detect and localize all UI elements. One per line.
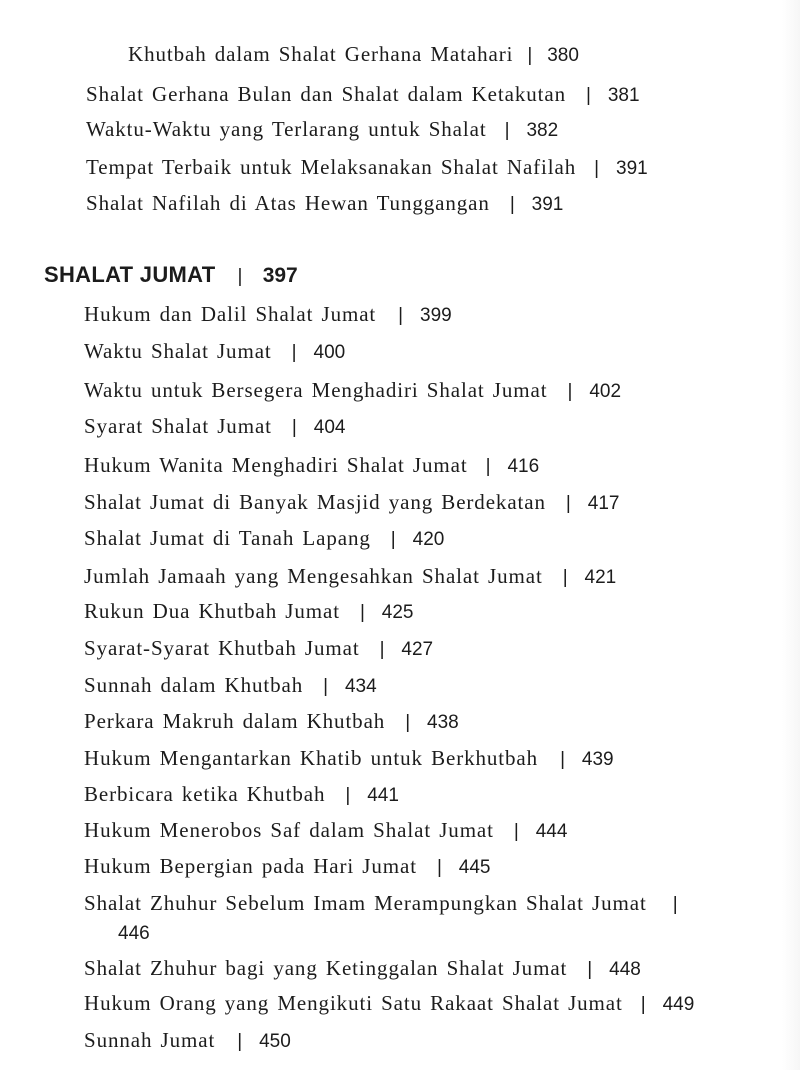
- toc-entry-page: 381: [607, 85, 640, 106]
- toc-entry-page: 382: [526, 120, 559, 141]
- toc-separator: |: [587, 959, 594, 980]
- toc-separator: |: [237, 1031, 244, 1052]
- toc-entry-page: 404: [313, 417, 346, 438]
- toc-entry-page: 446: [118, 923, 150, 944]
- toc-entry: [84, 1030, 291, 1051]
- toc-entry-title: Hukum Menerobos Saf dalam Shalat Jumat: [84, 818, 494, 842]
- toc-separator: |: [379, 639, 386, 660]
- toc-separator: |: [398, 305, 405, 326]
- toc-entry-title: Hukum Orang yang Mengikuti Satu Rakaat Shalat Jumat: [84, 991, 623, 1015]
- toc-separator: |: [594, 158, 600, 179]
- toc-entry-title: Hukum Wanita Menghadiri Shalat Jumat: [84, 453, 468, 477]
- toc-entry-title: Tempat Terbaik untuk Melaksanakan Shalat Nafilah: [86, 155, 577, 179]
- toc-separator: |: [359, 602, 366, 623]
- toc-entry-continuation: [118, 922, 150, 943]
- page-edge-shading: [782, 0, 800, 1070]
- toc-entry-title: Rukun Dua Khutbah Jumat: [84, 599, 340, 623]
- toc-separator: |: [291, 342, 298, 363]
- toc-entry: [84, 304, 452, 325]
- toc-entry-page: 399: [420, 305, 452, 326]
- toc-entry: [84, 675, 377, 696]
- toc-entry-page: 427: [401, 639, 434, 660]
- toc-entry-page: 416: [507, 456, 540, 477]
- toc-entry: [84, 380, 621, 401]
- toc-entry: [84, 341, 345, 362]
- toc-entry-page: 434: [344, 676, 377, 697]
- toc-entry: [84, 416, 345, 437]
- toc-entry-page: 438: [427, 712, 459, 733]
- toc-separator: |: [405, 712, 412, 733]
- toc-separator: |: [323, 676, 329, 697]
- toc-entry-title: Perkara Makruh dalam Khutbah: [84, 709, 386, 733]
- toc-separator: |: [640, 994, 647, 1015]
- section-page: 397: [262, 264, 298, 287]
- toc-entry: [84, 893, 679, 914]
- toc-entry-page: 421: [584, 567, 617, 588]
- toc-entry: [84, 958, 641, 979]
- toc-entry-title: Berbicara ketika Khutbah: [84, 782, 326, 806]
- toc-entry-title: Waktu-Waktu yang Terlarang untuk Shalat: [86, 117, 487, 141]
- toc-separator: |: [513, 821, 520, 842]
- toc-entry-title: Sunnah Jumat: [84, 1028, 216, 1052]
- toc-separator: |: [485, 456, 492, 477]
- toc-entry-page: 420: [412, 529, 445, 550]
- toc-entry: [84, 748, 614, 769]
- toc-entry-page: 444: [535, 821, 568, 842]
- toc-entry: [84, 638, 433, 659]
- section-heading: [44, 264, 298, 286]
- toc-separator: |: [567, 381, 574, 402]
- toc-entry-page: 449: [662, 994, 695, 1015]
- toc-separator: |: [436, 857, 443, 878]
- toc-entry-page: 417: [587, 493, 620, 514]
- toc-separator: |: [565, 493, 572, 514]
- toc-separator: |: [504, 120, 511, 141]
- toc-entry-page: 380: [547, 45, 579, 66]
- toc-entry: [86, 157, 648, 178]
- toc-entry: [84, 784, 399, 805]
- toc-entry: [86, 193, 563, 214]
- toc-separator: |: [237, 266, 243, 287]
- section-title: SHALAT JUMAT: [44, 262, 216, 287]
- toc-entry: [84, 566, 616, 587]
- toc-entry-title: Shalat Zhuhur Sebelum Imam Merampungkan Shalat Jumat: [84, 891, 647, 915]
- toc-entry: [84, 601, 413, 622]
- toc-entry-title: Shalat Jumat di Banyak Masjid yang Berdekatan: [84, 490, 546, 514]
- toc-entry-title: Shalat Zhuhur bagi yang Ketinggalan Shalat Jumat: [84, 956, 568, 980]
- toc-entry-title: Waktu Shalat Jumat: [84, 339, 272, 363]
- toc-entry: [128, 44, 579, 65]
- toc-separator: |: [562, 567, 569, 588]
- toc-entry-page: 448: [609, 959, 641, 980]
- toc-entry-title: Waktu untuk Bersegera Menghadiri Shalat Jumat: [84, 378, 548, 402]
- toc-entry: [86, 84, 640, 105]
- toc-entry-page: 391: [616, 158, 648, 179]
- toc-entry-title: Hukum Bepergian pada Hari Jumat: [84, 854, 417, 878]
- toc-entry: [84, 993, 694, 1014]
- toc-entry-page: 391: [531, 194, 564, 215]
- toc-entry-title: Shalat Nafilah di Atas Hewan Tunggangan: [86, 191, 490, 215]
- toc-entry: [84, 820, 567, 841]
- toc-entry: [86, 119, 558, 140]
- toc-entry: [84, 528, 444, 549]
- toc-separator: |: [586, 85, 592, 106]
- toc-separator: |: [560, 749, 566, 770]
- toc-entry-page: 441: [367, 785, 399, 806]
- toc-entry: [84, 492, 619, 513]
- toc-entry-page: 445: [458, 857, 491, 878]
- toc-separator: |: [390, 529, 397, 550]
- toc-entry: [84, 856, 490, 877]
- toc-entry-page: 425: [381, 602, 414, 623]
- toc-entry-title: Shalat Gerhana Bulan dan Shalat dalam Ketakutan: [86, 82, 566, 106]
- toc-entry-title: Syarat-Syarat Khutbah Jumat: [84, 636, 360, 660]
- toc-entry-page: 400: [313, 342, 346, 363]
- toc-entry-title: Shalat Jumat di Tanah Lapang: [84, 526, 371, 550]
- toc-entry-title: Khutbah dalam Shalat Gerhana Matahari: [128, 42, 514, 66]
- toc-entry-page: 450: [259, 1031, 291, 1052]
- toc-separator: |: [527, 45, 534, 66]
- toc-entry-title: Sunnah dalam Khutbah: [84, 673, 304, 697]
- toc-separator: |: [345, 785, 352, 806]
- toc-entry-title: Jumlah Jamaah yang Mengesahkan Shalat Jumat: [84, 564, 543, 588]
- toc-separator: |: [672, 894, 679, 915]
- toc-entry-title: Hukum Mengantarkan Khatib untuk Berkhutbah: [84, 746, 539, 770]
- toc-entry-page: 402: [589, 381, 622, 402]
- toc-entry: [84, 711, 459, 732]
- toc-entry-title: Hukum dan Dalil Shalat Jumat: [84, 302, 377, 326]
- toc-entry: [84, 455, 539, 476]
- toc-entry-page: 439: [581, 749, 614, 770]
- toc-entry-title: Syarat Shalat Jumat: [84, 414, 272, 438]
- toc-separator: |: [291, 417, 298, 438]
- toc-separator: |: [509, 194, 516, 215]
